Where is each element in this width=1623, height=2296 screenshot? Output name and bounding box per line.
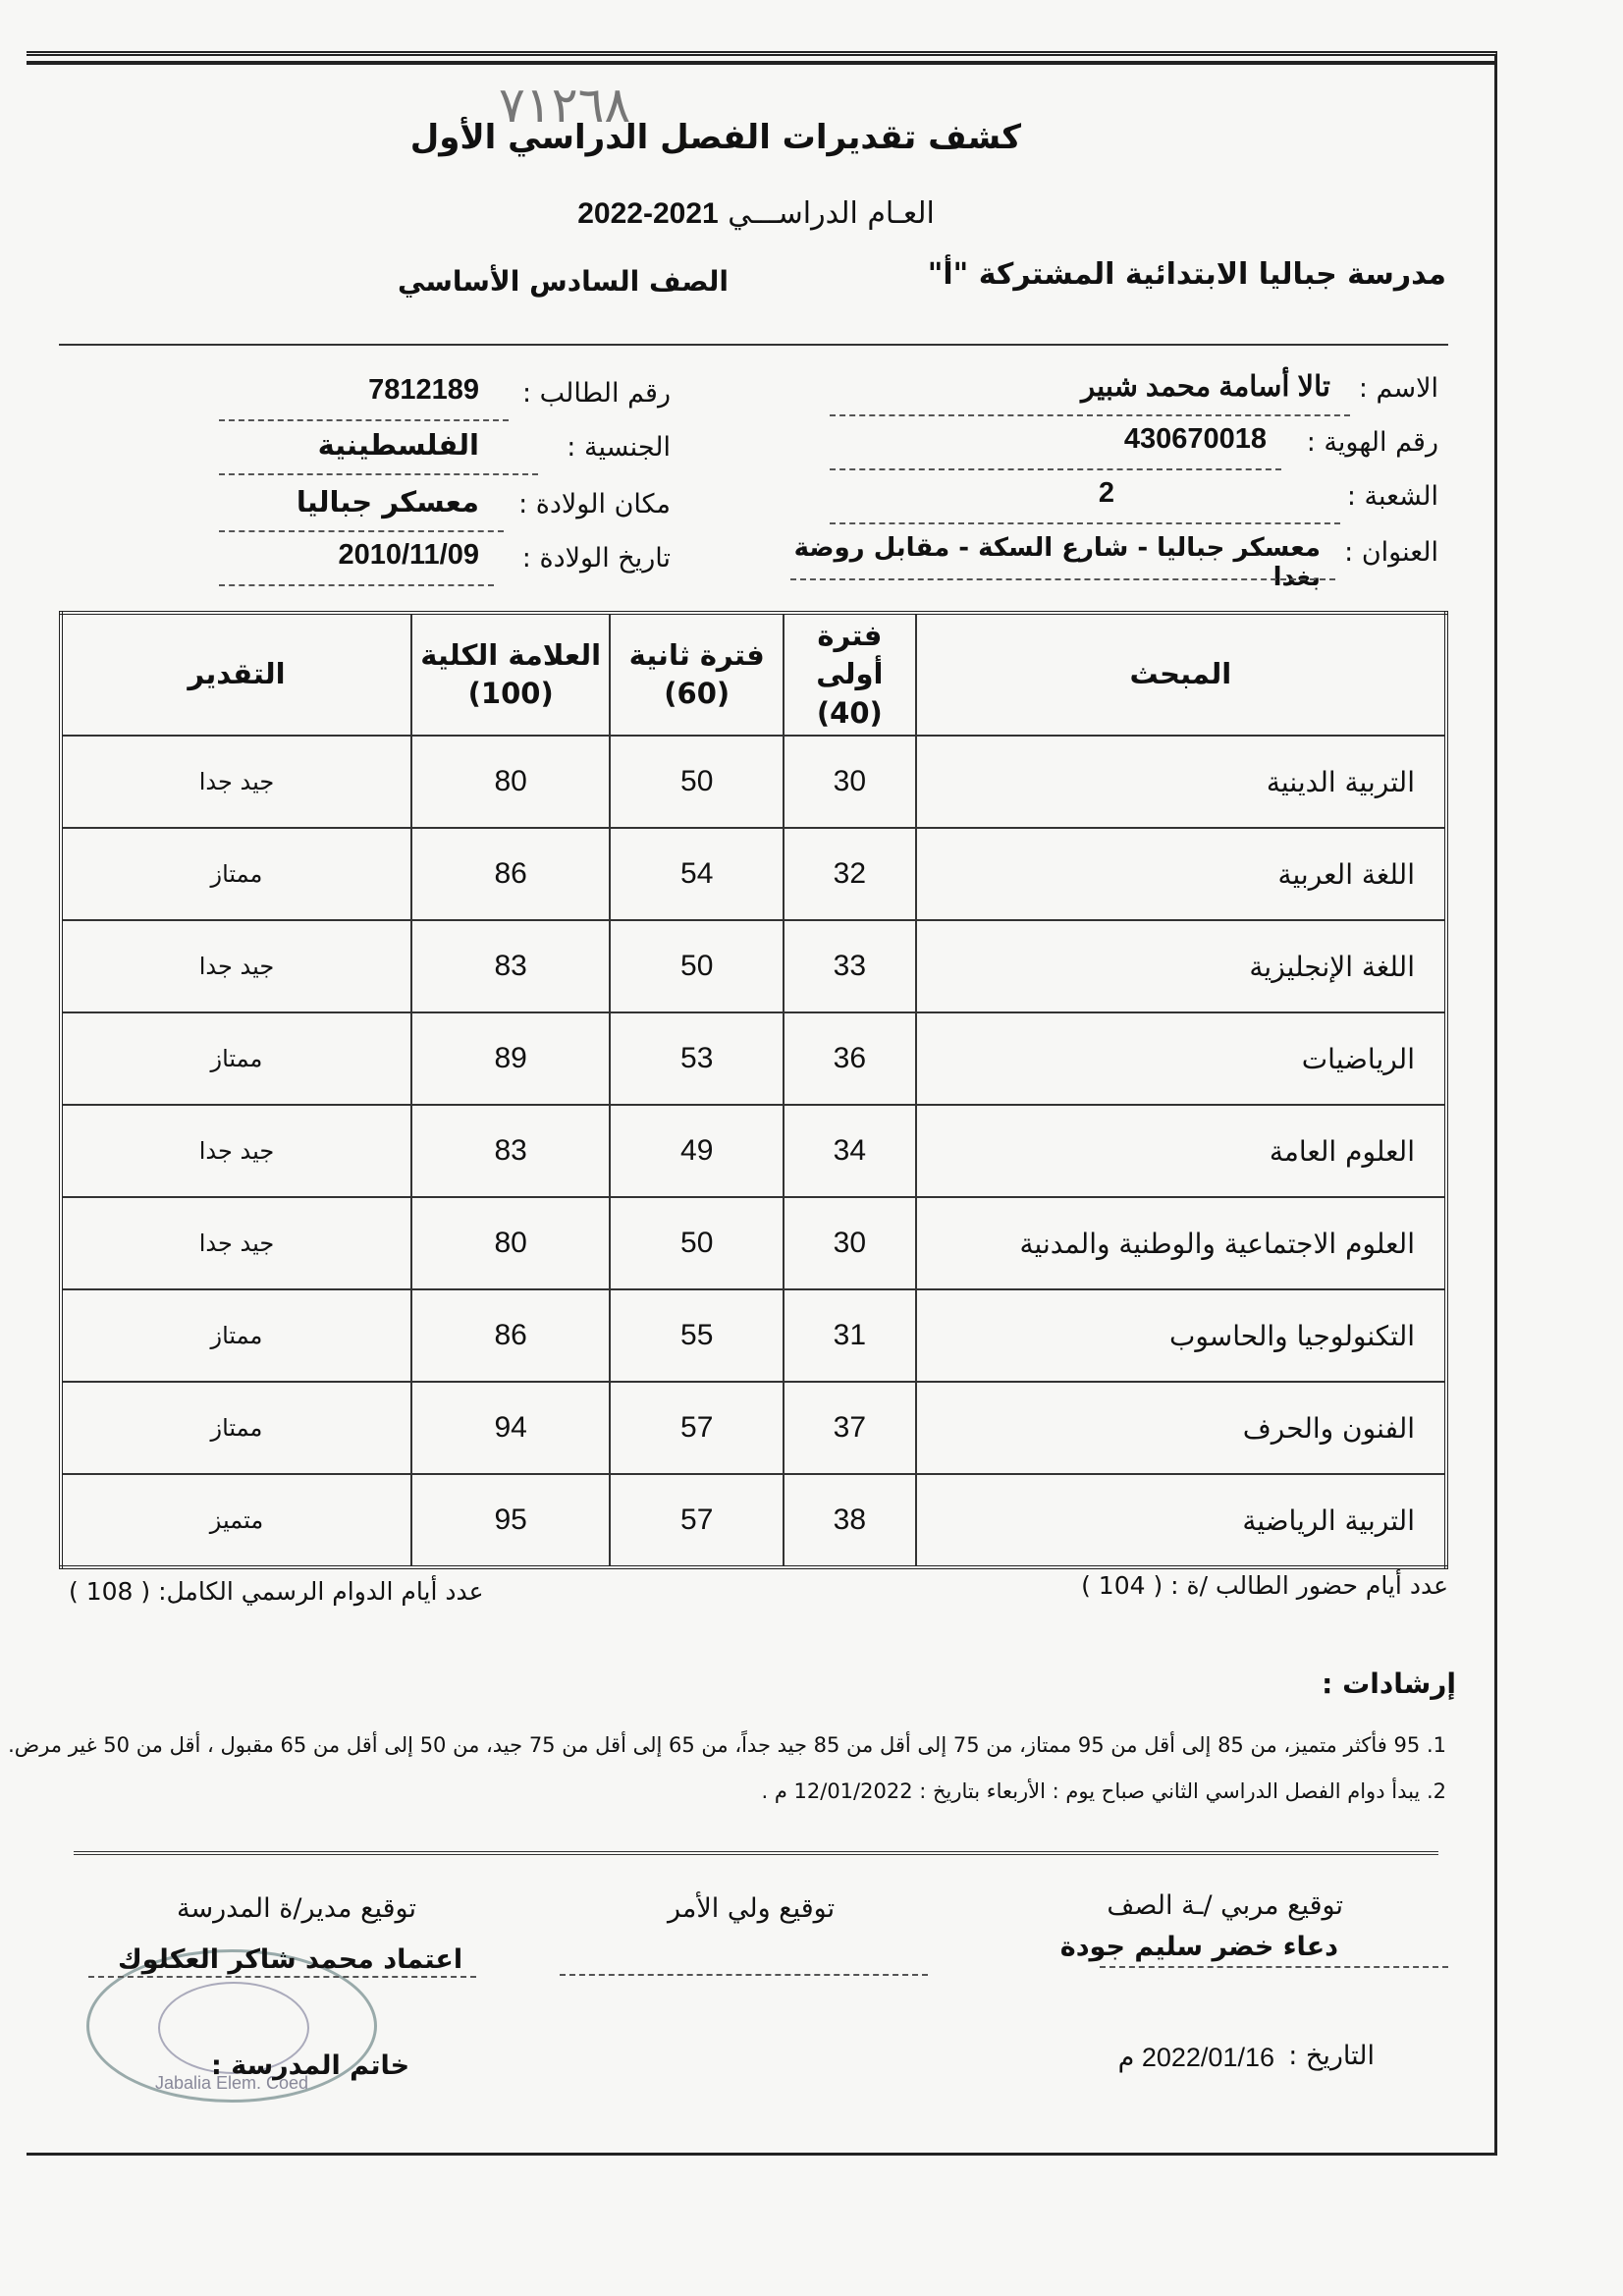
header-first-period-label: فترة أولى (816, 619, 884, 691)
name-value: تالا أسامة محمد شبير (1081, 371, 1330, 403)
first-period-cell: 31 (784, 1289, 916, 1382)
second-period-cell: 57 (610, 1382, 784, 1474)
birthdate-field (219, 539, 671, 586)
id-value: 430670018 (1123, 423, 1267, 455)
id-label: رقم الهوية : (1306, 427, 1438, 458)
second-period-cell: 53 (610, 1012, 784, 1105)
total-cell: 83 (411, 920, 611, 1012)
name-label: الاسم : (1358, 373, 1438, 404)
subject-cell: اللغة الإنجليزية (916, 920, 1446, 1012)
principal-name: اعتماد محمد شاكر العكلوك (118, 1944, 463, 1975)
total-cell: 95 (411, 1474, 611, 1567)
academic-year (550, 196, 962, 231)
grades-table (59, 611, 1448, 1569)
first-period-cell: 33 (784, 920, 916, 1012)
rating-cell: ممتاز (61, 1289, 411, 1382)
first-period-cell: 32 (784, 828, 916, 920)
second-period-cell: 57 (610, 1474, 784, 1567)
first-period-cell: 38 (784, 1474, 916, 1567)
principal-signature-label: توقيع مدير/ة المدرسة (177, 1893, 416, 1924)
teacher-name: دعاء خضر سليم جودة (1059, 1932, 1338, 1962)
total-cell: 80 (411, 736, 611, 828)
teacher-signature-label: توقيع مربي /ـة الصف (1107, 1890, 1343, 1921)
document-title: كشف تقديرات الفصل الدراسي الأول (409, 118, 1021, 157)
nationality-value: الفلسطينية (317, 428, 479, 462)
rating-cell: ممتاز (61, 1012, 411, 1105)
total-cell: 86 (411, 828, 611, 920)
table-row (61, 736, 1446, 828)
name-field (830, 373, 1438, 416)
student-number-label: رقم الطالب : (521, 378, 671, 409)
subject-cell: اللغة العربية (916, 828, 1446, 920)
nationality-field (219, 428, 671, 475)
total-cell: 80 (411, 1197, 611, 1289)
header-subject: المبحث (916, 613, 1446, 736)
birthplace-label: مكان الولادة : (518, 489, 671, 519)
address-dots (790, 578, 1335, 580)
subject-cell: التربية الرياضية (916, 1474, 1446, 1567)
header-second-period-max: (60) (664, 677, 730, 710)
header-rating: التقدير (61, 613, 411, 736)
header-total (411, 613, 611, 736)
id-dots (830, 468, 1281, 470)
section-field (830, 477, 1438, 524)
total-cell: 94 (411, 1382, 611, 1474)
guidance-title: إرشادات : (1322, 1667, 1456, 1700)
school-stamp-text: Jabalia Elem. Coed (154, 2073, 309, 2093)
header-first-period (784, 613, 916, 736)
teacher-signature-dots (1100, 1966, 1448, 1968)
birthdate-dots (219, 584, 494, 586)
rating-cell: جيد جدا (61, 920, 411, 1012)
second-period-cell: 50 (610, 736, 784, 828)
table-row (61, 1012, 1446, 1105)
signature-separator (74, 1851, 1438, 1855)
student-number-field (219, 374, 671, 421)
table-row (61, 1197, 1446, 1289)
table-row (61, 1474, 1446, 1567)
student-number-value: 7812189 (368, 374, 479, 406)
attendance-present: عدد أيام حضور الطالب /ة : ( 104 ) (1081, 1571, 1448, 1600)
grade-level: الصف السادس الأساسي (398, 265, 730, 298)
guidance-note-1: 1. 95 فأكثر متميز، من 85 إلى أقل من 95 ممتاز، من 75 إلى أقل من 85 جيد جداً، من 65 إلى أقل من 75 جيد، من 50 إلى أقل من 65 مقبول ، أقل من 50 غير مرض. (8, 1733, 1446, 1757)
subject-cell: التكنولوجيا والحاسوب (916, 1289, 1446, 1382)
subject-cell: التربية الدينية (916, 736, 1446, 828)
parent-signature-label: توقيع ولي الأمر (668, 1893, 836, 1924)
table-header-row (61, 613, 1446, 736)
rating-cell: متميز (61, 1474, 411, 1567)
total-cell: 86 (411, 1289, 611, 1382)
date-value: 2022/01/16 م (1117, 2043, 1274, 2072)
subject-cell: العلوم الاجتماعية والوطنية والمدنية (916, 1197, 1446, 1289)
principal-signature-dots (88, 1976, 476, 1978)
first-period-cell: 30 (784, 736, 916, 828)
academic-year-label: العـام الدراســـي (728, 196, 935, 231)
rating-cell: ممتاز (61, 1382, 411, 1474)
guidance-note-2: 2. يبدأ دوام الفصل الدراسي الثاني صباح يوم : الأربعاء بتاريخ : 12/01/2022 م . (761, 1779, 1446, 1803)
section-dots (830, 522, 1340, 524)
first-period-cell: 37 (784, 1382, 916, 1474)
header-total-label: العلامة الكلية (420, 637, 602, 672)
header-separator (59, 344, 1448, 346)
table-row (61, 920, 1446, 1012)
address-label: العنوان : (1344, 537, 1438, 568)
birthdate-label: تاريخ الولادة : (521, 543, 671, 574)
second-period-cell: 55 (610, 1289, 784, 1382)
birthplace-dots (219, 530, 504, 532)
header-second-period-label: فترة ثانية (628, 637, 765, 672)
section-label: الشعبة : (1346, 481, 1438, 512)
table-row (61, 1289, 1446, 1382)
birthplace-field (219, 485, 671, 532)
table-row (61, 1105, 1446, 1197)
name-dots (830, 414, 1350, 416)
subject-cell: الفنون والحرف (916, 1382, 1446, 1474)
nationality-label: الجنسية : (567, 432, 671, 463)
second-period-cell: 50 (610, 1197, 784, 1289)
address-field (790, 533, 1438, 592)
section-value: 2 (1098, 477, 1114, 509)
table-row (61, 828, 1446, 920)
second-period-cell: 50 (610, 920, 784, 1012)
date-label: التاريخ : (1288, 2041, 1375, 2071)
birthdate-value: 2010/11/09 (338, 539, 479, 571)
student-number-dots (219, 419, 509, 421)
subject-cell: الرياضيات (916, 1012, 1446, 1105)
total-cell: 89 (411, 1012, 611, 1105)
first-period-cell: 36 (784, 1012, 916, 1105)
header-total-max: (100) (467, 677, 554, 710)
school-name: مدرسة جباليا الابتدائية المشتركة "أ" (927, 257, 1446, 292)
parent-signature-dots (560, 1974, 928, 1976)
academic-year-value: 2021-2022 (577, 197, 719, 230)
rating-cell: جيد جدا (61, 1197, 411, 1289)
second-period-cell: 54 (610, 828, 784, 920)
subject-cell: العلوم العامة (916, 1105, 1446, 1197)
rating-cell: ممتاز (61, 828, 411, 920)
first-period-cell: 34 (784, 1105, 916, 1197)
handwritten-number: ٧١٢٦٨ (499, 77, 631, 134)
nationality-dots (219, 473, 538, 475)
rating-cell: جيد جدا (61, 1105, 411, 1197)
first-period-cell: 30 (784, 1197, 916, 1289)
id-field (830, 423, 1438, 470)
table-row (61, 1382, 1446, 1474)
stamp-label: خاتم المدرسة : (211, 2050, 410, 2081)
header-second-period (610, 613, 784, 736)
second-period-cell: 49 (610, 1105, 784, 1197)
birthplace-value: معسكر جباليا (296, 485, 479, 519)
total-cell: 83 (411, 1105, 611, 1197)
address-value: معسكر جباليا - شارع السكة - مقابل روضة بغدا (793, 533, 1321, 592)
attendance-official: عدد أيام الدوام الرسمي الكامل: ( 108 ) (69, 1577, 484, 1606)
header-first-period-max: (40) (816, 695, 883, 730)
rating-cell: جيد جدا (61, 736, 411, 828)
